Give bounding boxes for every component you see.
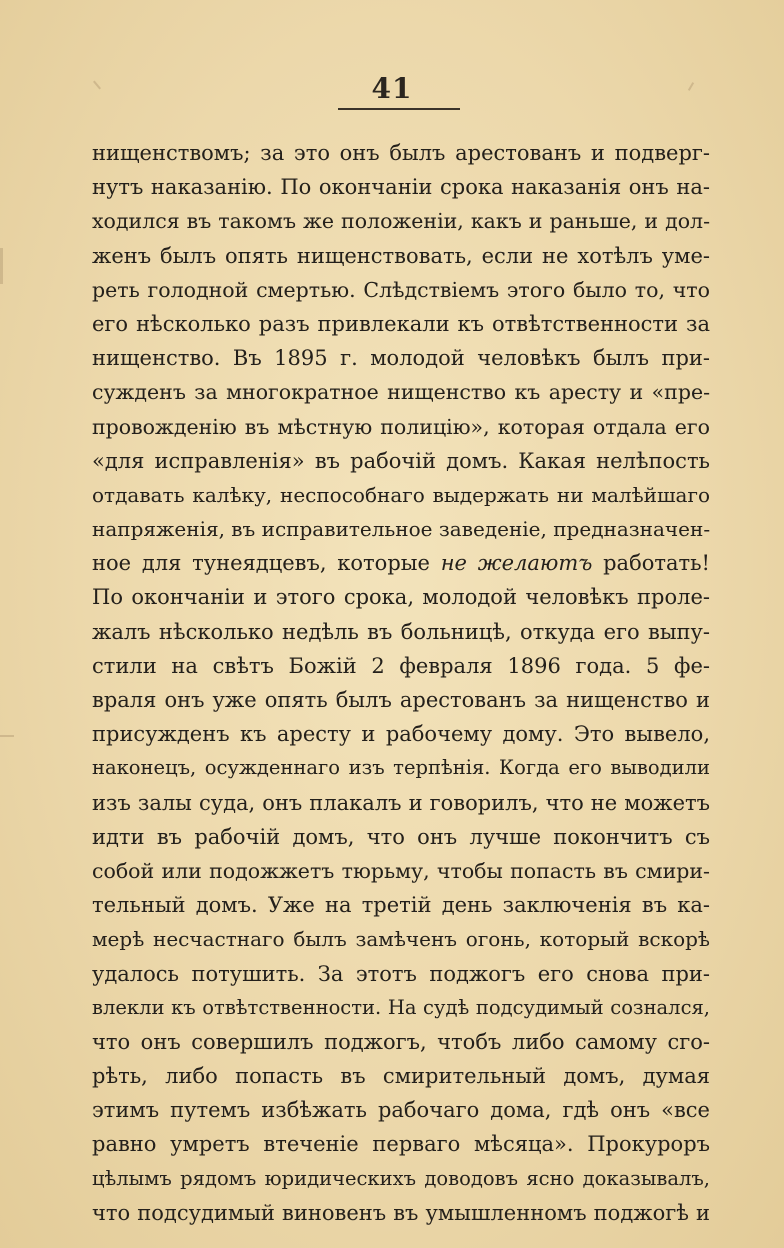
text-line: влекли къ отвѣтственности. На судѣ подсудимый сознался, [92,995,710,1019]
text-line: тельный домъ. Уже на третій день заключенія въ ка- [92,893,710,918]
text-line: женъ былъ опять нищенствовать, если не хотѣлъ уме- [92,243,710,268]
text-line: нищенство. Въ 1895 г. молодой человѣкъ былъ при- [92,346,710,371]
text-line: идти въ рабочій домъ, что онъ лучше покончитъ съ [92,824,710,849]
text-line: нищенствомъ; за это онъ былъ арестованъ и подверг- [92,141,710,165]
text-line: изъ залы суда, онъ плакалъ и говорилъ, что не можетъ [92,790,710,815]
text-line: нутъ наказанію. По окончаніи срока наказанія онъ на- [92,175,710,200]
text-line: «для исправленія» въ рабочій домъ. Какая нелѣпость [92,448,710,473]
text-line: удалось потушить. За этотъ поджогъ его снова при- [92,961,710,986]
text-line: ходился въ такомъ же положеніи, какъ и раньше, и дол- [92,209,710,234]
text-line: что подсудимый виновенъ въ умышленномъ поджогѣ и [92,1200,710,1225]
text-line: провожденію въ мѣстную полицію», которая отдала его [92,414,710,439]
text-line: напряженія, въ исправительное заведеніе, предназначен- [92,517,710,542]
text-line: мерѣ несчастнаго былъ замѣченъ огонь, который вскорѣ [92,927,710,952]
text-line: стили на свѣтъ Божій 2 февраля 1896 года. 5 фе- [92,653,710,678]
text-line: враля онъ уже опять былъ арестованъ за нищенство и [92,688,710,712]
text-span: работать! [592,551,710,576]
body-text [92,136,710,1230]
text-line: реть голодной смертью. Слѣдствіемъ этого было то, что [92,277,710,302]
paper-speck [0,735,14,737]
text-line: отдавать калѣку, неспособнаго выдержать ни малѣйшаго [92,482,710,507]
text-line: его нѣсколько разъ привлекали къ отвѣтственности за [92,311,710,336]
text-line: собой или подожжетъ тюрьму, чтобы попасть въ смири- [92,858,710,883]
page-number: 41 [371,72,413,105]
text-line: равно умретъ втеченіе перваго мѣсяца». Прокуроръ [92,1132,710,1157]
text-line: По окончаніи и этого срока, молодой человѣкъ проле- [92,585,710,610]
text-line: этимъ путемъ избѣжать рабочаго дома, гдѣ онъ «все [92,1098,710,1123]
italic-emphasis: не желаютъ [440,551,593,576]
header-rule [338,108,460,110]
text-line: наконецъ, осужденнаго изъ терпѣнія. Когда его выводили [92,756,710,780]
text-line: что онъ совершилъ поджогъ, чтобъ либо самому сго- [92,1029,710,1054]
text-line: рѣть, либо попасть въ смирительный домъ, думая [92,1064,710,1089]
text-line: сужденъ за многократное нищенство къ аресту и «пре- [92,380,710,405]
text-line: цѣлымъ рядомъ юридическихъ доводовъ ясно доказывалъ, [92,1166,710,1190]
text-line: жалъ нѣсколько недѣль въ больницѣ, откуда его выпу- [92,619,710,644]
text-line: присужденъ къ аресту и рабочему дому. Это вывело, [92,722,710,747]
paper-speck [0,248,3,284]
text-span: ное для тунеядцевъ, которые [92,551,441,576]
text-line [92,546,710,580]
